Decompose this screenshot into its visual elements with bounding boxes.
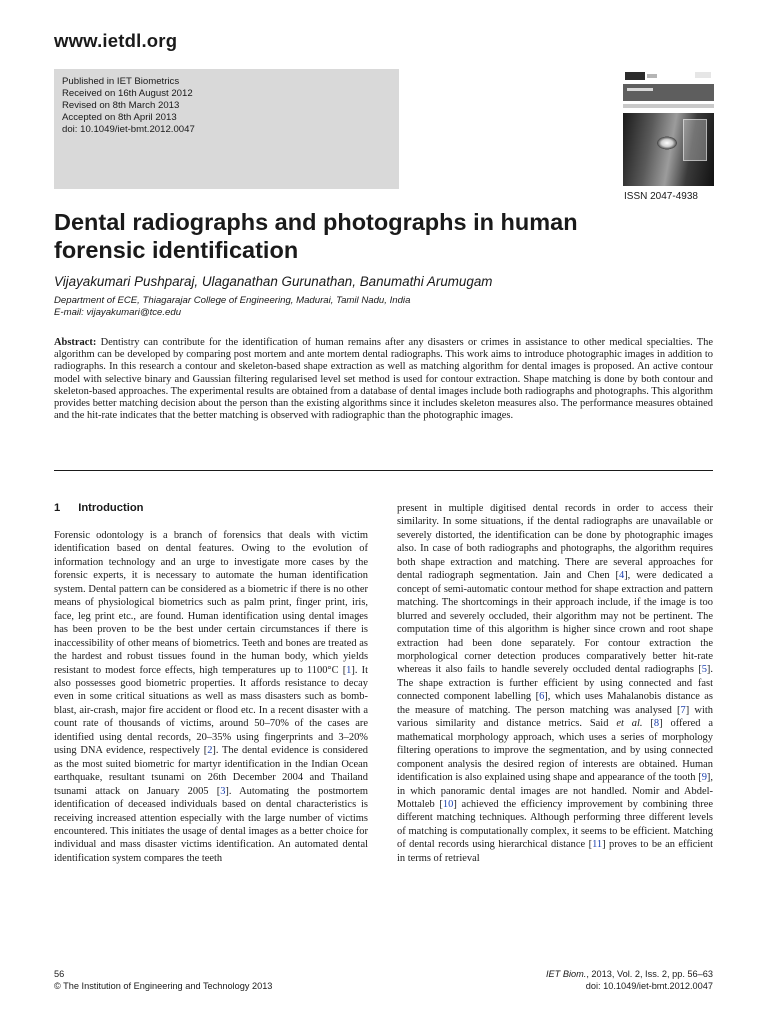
citation-link[interactable]: 2	[207, 745, 213, 757]
cover-logo-mark	[625, 72, 645, 80]
issn: ISSN 2047-4938	[624, 191, 698, 202]
published-in-line: Published in IET Biometrics	[62, 76, 180, 87]
accepted-date-line: Accepted on 8th April 2013	[62, 112, 177, 124]
body-text: ]. Automating the postmortem identification of deceased individuals based on dental characteristics is receiving increased attention especially with the large number of victims encountered. This initiates the usage of dental images as a better choice for individual and mass disaster victims identification. An automated dental identification system compares the teeth	[54, 785, 368, 864]
citation-link[interactable]: 7	[680, 704, 686, 716]
publication-info	[62, 76, 195, 136]
body-text-italic: et al.	[616, 718, 643, 730]
revised-date-line: Revised on 8th March 2013	[62, 100, 180, 112]
abstract-label: Abstract:	[54, 337, 97, 348]
body-text: present in multiple digitised dental records in order to access their similarity. In some situations, if the dental radiographs are unavailable or severely distorted, the identification can be done by photographic images also. In case of both radiographs and photographs, the algorithm requires both shape extraction and matching. There are several approaches for dental radiograph segmentation. Jain and Chen [	[397, 503, 713, 582]
received-date-line: Received on 16th August 2012	[62, 88, 193, 100]
body-text: ] achieved the efficiency improvement by combining three different matching techniques. Although performing three different levels of matching is computationally complex, it seems to be efficient. Matching of dental records using hierarchical distance [	[397, 798, 713, 851]
citation-link[interactable]: 5	[701, 664, 707, 676]
citation-link[interactable]: 3	[220, 785, 226, 797]
site-url[interactable]: www.ietdl.org	[54, 30, 178, 51]
affiliation: Department of ECE, Thiagarajar College of Engineering, Madurai, Tamil Nadu, India	[54, 295, 411, 306]
abstract	[54, 337, 713, 422]
footer-doi[interactable]: doi: 10.1049/iet-bmt.2012.0047	[585, 981, 713, 992]
section-divider	[54, 470, 713, 471]
affiliation-block	[54, 295, 410, 320]
cover-title-band	[623, 84, 714, 101]
doi-line[interactable]: doi: 10.1049/iet-bmt.2012.0047	[62, 124, 195, 136]
cover-logo-sub	[647, 74, 657, 78]
paper-title	[54, 209, 694, 264]
body-text: [	[642, 718, 654, 730]
cover-title-text	[627, 88, 653, 91]
author-list: Vijayakumari Pushparaj, Ulaganathan Gurunathan, Banumathi Arumugam	[54, 274, 493, 289]
journal-citation	[430, 968, 713, 980]
footer-left	[54, 968, 272, 993]
citation-link[interactable]: 9	[701, 772, 707, 784]
citation-link[interactable]: 4	[618, 570, 625, 582]
body-text: ]. It also possesses good biometric properties. It affords resistance to decay even in some critical situations as well as mass disasters such as bomb-blast, air-crash, major fire accident or flood etc. In a recent disaster with a count rate of thousands of victims, around 50–70% of the cases are identified using dental records, 20–35% using fingerprints and 3–20% using DNA evidence, respectively [	[54, 664, 368, 757]
journal-abbrev: IET Biom.	[545, 969, 587, 979]
cover-issue-code	[695, 72, 711, 78]
page-number: 56	[54, 969, 65, 979]
body-text: ] proves to be an efficient in terms of retrieval	[397, 839, 713, 864]
body-column-left	[54, 529, 368, 949]
body-text: ], which uses Mahalanobis distance as the measure of matching. The person matching was analysed [	[397, 691, 713, 716]
body-text: ], were dedicated a concept of semi-automatic contour method for shape extraction and pattern matching. The shortcomings in their approach include, if the image is too blurred and severely occluded, their algorithm may not be pertinent. The computation time of this algorithm is higher since crown and root shape extraction had been done separately. For contour extraction the morphological corner detection produces comparatively better hit-rate whereas it also fails to handle severely occluded dental radiographs [	[397, 570, 713, 676]
abstract-text: Dentistry can contribute for the identification of human remains after any disasters or crimes in assistance to other medical specialties. The algorithm can be developed by comparing post mortem and ante mortem dental radiographs. This work aims to introduce photographic images in addition to radiographs. In this research a contour and skeleton-based shape extraction as well as matching algorithm for dental images is proposed. An active contour model with selective binary and Gaussian filtering regularised level set method is used for contour extraction. Shape matching is done by both contour and skeleton-based approaches. The experimental results are obtained from a database of dental images include both radiographs and photographs. This algorithm provides better matching decision about the person than the existing algorithms since it includes skeleton measures also. The performance measures obtained and the hit-rate indicates that the better matching is observed with radiographic than the photographic images.	[54, 337, 714, 422]
title-line-2: forensic identification	[54, 236, 299, 263]
section-title: Introduction	[78, 502, 144, 514]
citation-link[interactable]: 10	[442, 798, 454, 810]
body-text: ]. The dental evidence is considered as the most suited biometric for martyr identification in the Indian Ocean earthquake, resultant tsunami on 26th December 2004 and Thailand tsunami attack on January 2005 [	[54, 745, 368, 797]
citation-link[interactable]: 6	[539, 691, 545, 703]
cover-overlay-panel	[683, 119, 707, 161]
title-line-1: Dental radiographs and photographs in human	[54, 209, 578, 235]
journal-cover-thumbnail	[623, 69, 714, 186]
body-text: ]. The shape extraction is further efficient by using connected and fast connected component labelling [	[397, 664, 713, 703]
body-column-right	[397, 502, 713, 949]
citation-link[interactable]: 1	[346, 664, 352, 676]
section-heading	[54, 502, 143, 514]
contact-email[interactable]: E-mail: vijayakumari@tce.edu	[54, 307, 182, 319]
body-text: Forensic odontology is a branch of forensics that deals with victim identification based on dental features. Owing to the evolution of information technology and an urge to investigate more cases by the forensic experts, it is necessary to automate the human identification system. Dental pattern can be considered as a biometric if there is no other means of physiological biometrics such as palm print, finger print, iris, face, leg print etc., are found. Human identification using dental images has been proven to be the best under certain circumstances if there is inaccessibility of other means of biometrics. Teeth and bones are treated as the hardest and robust tissues found in the human body, which yields resistant to modest force effects, high temperatures up to 1100°C [	[54, 530, 368, 676]
citation-detail: , 2013, Vol. 2, Iss. 2, pp. 56–63	[586, 969, 713, 979]
body-text: ] with various similarity and distance metrics. Said	[397, 704, 713, 730]
citation-link[interactable]: 11	[592, 839, 603, 851]
body-text: ], in which panoramic dental images are not handled. Nomir and Abdel-Mottaleb [	[397, 772, 713, 810]
cover-strip	[623, 104, 714, 108]
footer-right	[430, 968, 713, 993]
section-number: 1	[54, 502, 61, 514]
body-text: ] offered a mathematical morphology approach, which uses a series of morphology filtering operations to improve the segmentation, and by using connected component analysis the desired region of interests are obtained. Human identification is also explained using shape and appearance of the tooth [	[397, 718, 713, 784]
copyright: © The Institution of Engineering and Technology 2013	[54, 981, 273, 992]
citation-link[interactable]: 8	[653, 718, 660, 730]
